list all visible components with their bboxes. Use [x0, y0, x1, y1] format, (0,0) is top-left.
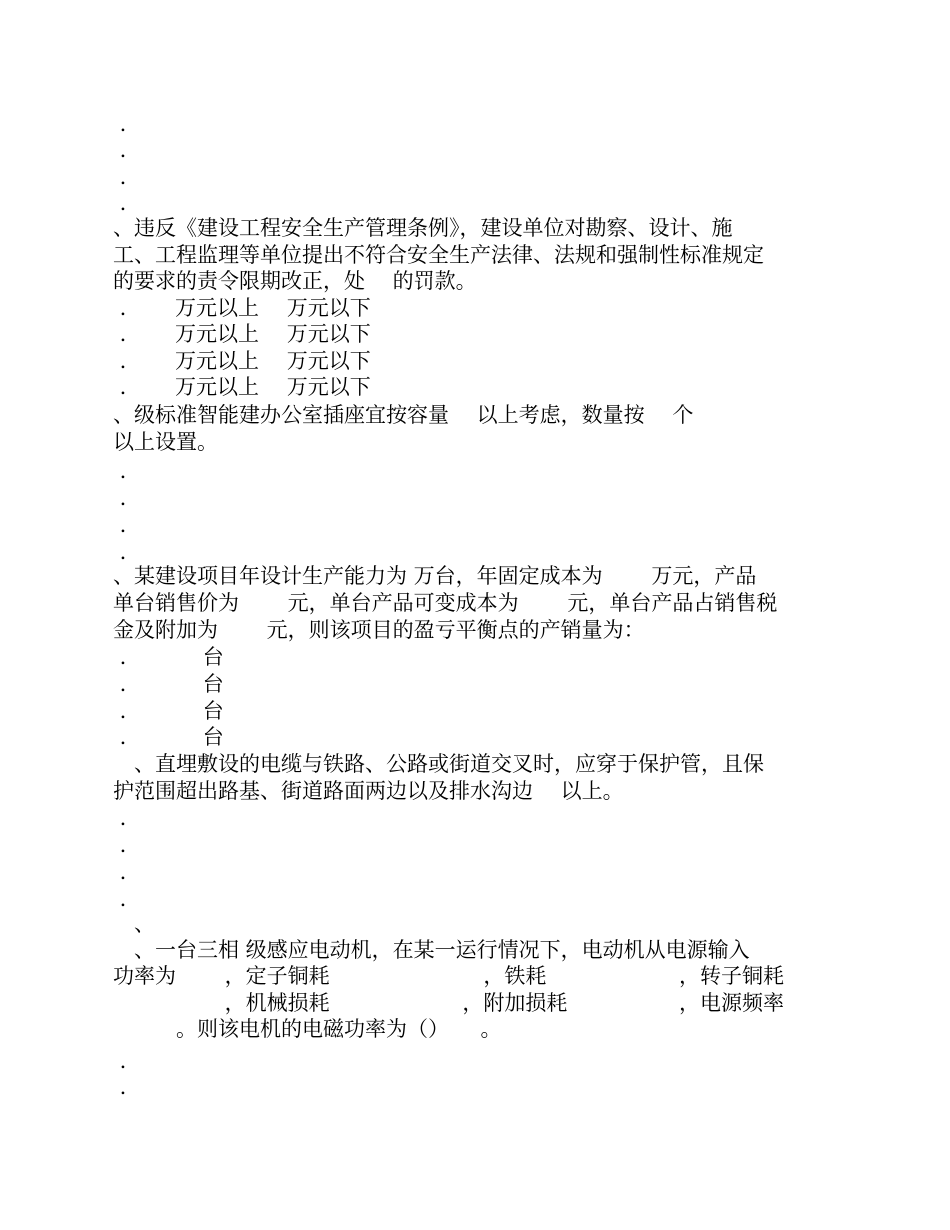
answer-option: . 台 — [113, 725, 224, 749]
question-text: 的要求的责令限期改正，处 的罚款。 — [113, 269, 477, 293]
question-text: 、级标准智能建办公室插座宜按容量 以上考虑，数量按 个 — [113, 403, 694, 427]
question-text: 、 — [113, 912, 155, 936]
question-text: 金及附加为 元，则该项目的盈亏平衡点的产销量为： — [113, 618, 645, 642]
option-marker: . — [113, 1075, 127, 1099]
answer-option: . 万元以上 万元以下 — [113, 349, 371, 373]
option-marker: . — [113, 887, 127, 911]
option-marker: . — [113, 1049, 127, 1073]
question-text: 护范围超出路基、街道路面两边以及排水沟边 以上。 — [113, 779, 624, 803]
answer-option: . 台 — [113, 699, 224, 723]
question-text: ，机械损耗 ，附加损耗 ，电源频率 — [113, 991, 785, 1015]
question-text: 、某建设项目年设计生产能力为 万台，年固定成本为 万元，产品 — [113, 564, 757, 588]
option-marker: . — [113, 112, 127, 136]
option-marker: . — [113, 191, 127, 215]
option-marker: . — [113, 860, 127, 884]
question-text: 、直埋敷设的电缆与铁路、公路或街道交叉时，应穿于保护管，且保 — [113, 752, 764, 776]
option-marker: . — [113, 138, 127, 162]
option-marker: . — [113, 540, 127, 564]
option-marker: . — [113, 165, 127, 189]
option-marker: . — [113, 833, 127, 857]
question-text: 功率为 ，定子铜耗 ，铁耗 ，转子铜耗 — [113, 964, 785, 988]
answer-option: . 万元以上 万元以下 — [113, 375, 371, 399]
question-text: 工、工程监理等单位提出不符合安全生产法律、法规和强制性标准规定 — [113, 243, 764, 267]
answer-option: . 台 — [113, 645, 224, 669]
question-text: 单台销售价为 元，单台产品可变成本为 元，单台产品占销售税 — [113, 591, 778, 615]
question-text: 、一台三相 级感应电动机，在某一运行情况下，电动机从电源输入 — [113, 938, 750, 962]
answer-option: . 台 — [113, 672, 224, 696]
option-marker: . — [113, 513, 127, 537]
option-marker: . — [113, 486, 127, 510]
option-marker: . — [113, 806, 127, 830]
option-marker: . — [113, 459, 127, 483]
answer-option: . 万元以上 万元以下 — [113, 296, 371, 320]
answer-option: . 万元以上 万元以下 — [113, 322, 371, 346]
question-text: 以上设置。 — [113, 430, 218, 454]
question-text: 、违反《建设工程安全生产管理条例》，建设单位对勘察、设计、施 — [113, 216, 733, 240]
question-text: 。则该电机的电磁功率为（） 。 — [113, 1017, 502, 1041]
